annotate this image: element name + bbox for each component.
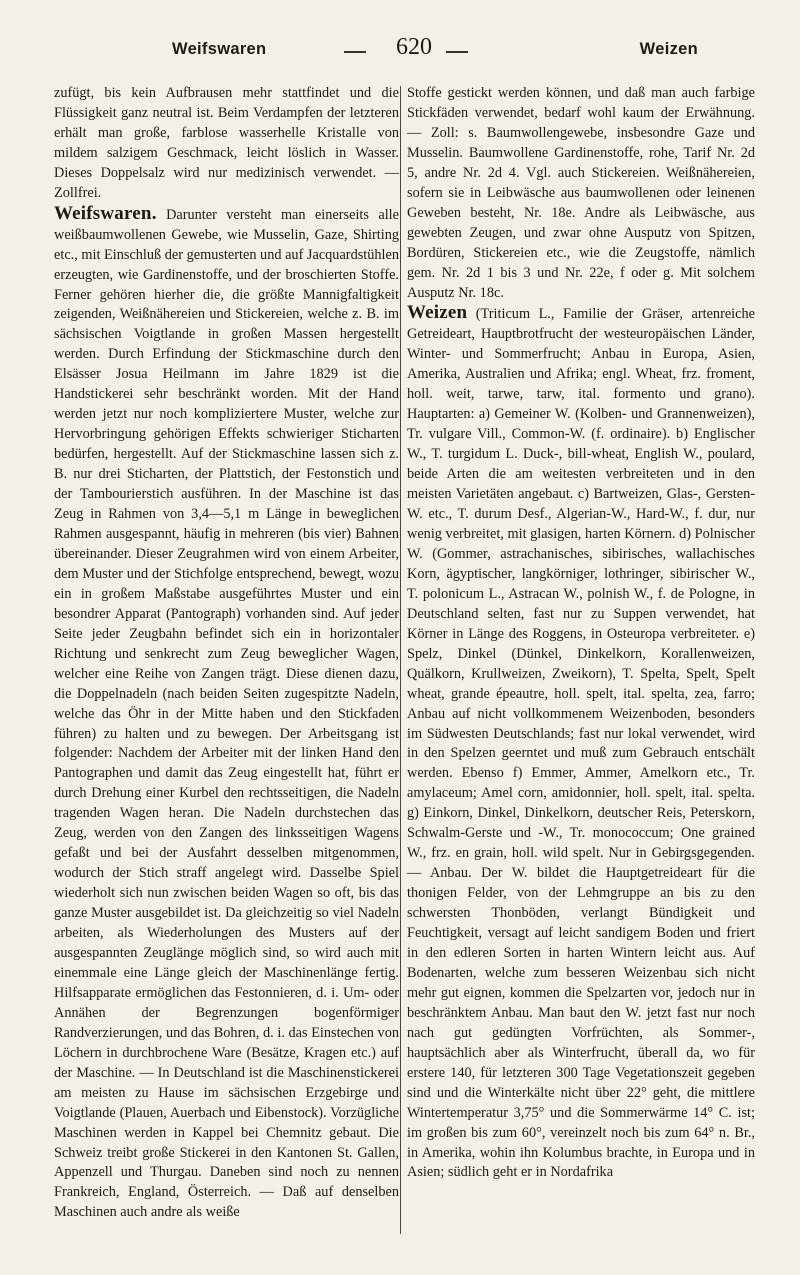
entry-weisswaren bbox=[54, 204, 399, 1224]
right-column bbox=[407, 84, 755, 1183]
entry-text-weisswaren: Darunter versteht man einerseits alle weißbaumwollenen Gewebe, wie Musselin, Gaze, Shirting etc., mit Einschluß der gemusterten und auf Jacquardstühlen erzeugten, wie Gardinenstoffe, und der broschierten Stoffe. Ferner gehören hierher die, die größte Mannigfaltigkeit zeigenden, Weißnähereien und Stickereien, welche z. B. im sächsischen Voigtlande in großen Massen hergestellt werden. Durch Erfindung der Stickmaschine durch den Elsässer Josua Heilmann im Jahre 1829 ist die Handstickerei sehr beschränkt worden. Mit der Hand werden jetzt nur noch kompliziertere Muster, welche zur Hervorbringung gehörigen Effekts schwieriger Sticharten bedürfen, hergestellt. Auf der Stickmaschine lassen sich z. B. nur drei Sticharten, der Plattstich, der Festonstich und der Tambourierstich ausführen. In der Maschine ist das Zeug in Rahmen von 3,4—5,1 m Länge in beweglichen Rahmen ausgespannt, häufig in mehreren (bis vier) Bahnen übereinander. Dieser Zeugrahmen wird von einem Arbeiter, dem Muster und der Stichfolge entsprechend, bewegt, wozu ein in großem Maßstabe ausgeführtes Muster und ein besondrer Apparat (Pantograph) vorhanden sind. Auf jeder Seite jeder Zeugbahn befindet sich ein in horizontaler Richtung und senkrecht zum Zeug beweglicher Wagen, welcher eine Reihe von Zangen trägt. Diese dienen dazu, die Doppelnadeln (nach beiden Seiten zugespitzte Nadeln, welche das Öhr in der Mitte haben und den Stickfaden führen) zu halten und zu bewegen. Der Arbeitsgang ist folgender: Nachdem der Arbeiter mit der linken Hand den Pantographen und damit das Zeug eingestellt hat, führt er durch Drehung einer Kurbel den rechtsseitigen, die Nadeln tragenden Wagen heran. Die Nadeln durchstechen das Zeug, werden von den Zangen des linksseitigen Wagens gefaßt und bei der Ausfahrt desselben mitgenommen, wodurch der Stich straff angelegt wird. Dasselbe Spiel wiederholt sich nun zwischen beiden Wagen so oft, bis das ganze Muster ausgebildet ist. Da gleichzeitig so viel Nadeln arbeiten, als Wiederholungen des Musters auf der ausgespannten Zeuglänge möglich sind, so wird auch mit einemmale eine Länge gleich der Maschinenlänge fertig. Hilfsapparate ermöglichen das Festonnieren, d. i. Um- oder Annähen der Begrenzungen bogenförmiger Randverzierungen, und das Bohren, d. i. das Einstechen von Löchern in durchbrochene Ware (Besätze, Kragen etc.) auf der Maschine. — In Deutschland ist die Maschinenstickerei am meisten zu Hause im sächsischen Erzgebirge und Voigtlande (Plauen, Auerbach und Eibenstock). Vorzügliche Maschinen werden in Kappel bei Chemnitz gebaut. Die Schweiz treibt große Stickerei in den Kantonen St. Gallen, Appenzell und Thurgau. Daneben sind noch zu nennen Frankreich, England, Österreich. — Daß auf denselben Maschinen auch andre als weiße bbox=[54, 206, 400, 1221]
entry-text-weizen: (Triticum L., Familie der Gräser, artenreiche Getreideart, Hauptbrotfrucht der westeuropäischen Länder, Winter- und Sommerfrucht; Anbau in Europa, Asien, Amerika, Australien und Afrika; engl. Wheat, frz. froment, holl. weit, tarwe, tarw, ital. formento und grano). Hauptarten: a) Gemeiner W. (Kolben- und Grannenweizen), Tr. vulgare Vill., Common-W. (f. ordinaire). b) Englischer W., T. turgidum L. Duck-, bill-wheat, English W., poulard, beide Arten die am weitesten verbreiteten und in den meisten Varietäten angebaut. c) Bartweizen, Glas-, Gersten-W. etc., T. durum Desf., Algerian-W., Hard-W., f. dur, nur wenig verbreitet, mit glasigen, harten Körnern. d) Polnischer W. (Gommer, astrachanisches, sibirisches, wallachisches Korn, ägyptischer, langkörniger, lothringer, sibirischer W., T. polonicum L., Astracan W., polnish W., f. de Pologne, in Deutschland selten, fast nur zu Suppen verwendet, hat Körner in Länge des Roggens, in Osteuropa verbreiteter. e) Spelz, Dinkel (Dünkel, Dinkelkorn, Korallenweizen, Quälkorn, Krullweizen, Zweikorn), T. Spelta, Spelt, Spelt wheat, grande épeautre, holl. spelt, ital. spelta, zea, farro; Anbau auf nicht vollkommenem Weizenboden, besonders im Südwesten Deutschlands; fast nur lokal verwendet, wird in den Spelzen geerntet und muß zum Gebrauch entschält werden. Ebenso f) Emmer, Ammer, Amelkorn etc., Tr. amylaceum; Amel corn, amidonnier, holl. spelt, ital. spelta. g) Einkorn, Dinkel, Dinkelkorn, deutscher Reis, Peterskorn, Schwalm-Gerste und -W., Tr. monococcum; One grained W., frz. en grain, holl. wild spelt. Nur in Gebirgsgegenden. — Anbau. Der W. bildet die Hauptgetreideart für die thonigen Felder, von der Lehmgruppe an bis zu den schwersten Thonböden, verlangt Bündigkeit und Feuchtigkeit, versagt auf leicht sandigem Boden und friert in den edleren Sorten in harten Wintern leicht aus. Auf Bodenarten, welche zum besseren Weizenbau sich nicht mehr gut eignen, kommen die Spelzarten vor, jedoch nur in beschränktem Anbau. Man baut den W. jetzt fast nur noch nach gut gedüngten Vorfrüchten, als Sommer-, hauptsächlich aber als Winterfrucht, überall da, wo für erstere 140, für letzteren 300 Tage Vegetationszeit gegeben sind und die Winterkälte nicht über 22° geht, die mittlere Wintertemperatur 3,75° und die Sommerwärme 14° C. ist; im großen bis zum 60°, vereinzelt noch bis zum 64° n. Br., in Amerika, wohin ihn Kolumbus brachte, in Europa und in Asien; südlich geht er in Nordafrika bbox=[407, 306, 755, 1181]
left-column bbox=[54, 84, 399, 1223]
page-header bbox=[54, 34, 754, 64]
entry-weizen bbox=[407, 303, 755, 1183]
running-head-right: Weizen bbox=[639, 40, 698, 58]
column-divider bbox=[400, 86, 401, 1234]
entry-headword-weizen: Weizen bbox=[407, 302, 468, 324]
header-dash-right bbox=[446, 51, 468, 53]
paragraph-continuation: zufügt, bis kein Aufbrausen mehr stattfindet und die Flüssigkeit ganz neutral ist. Beim Verdampfen der letzteren erhält man große, farblose wasserhelle Kristalle von mildem salzigem Geschmack, leicht löslich in Wasser. Dieses Doppelsalz wird nur medizinisch verwendet. — Zollfrei. bbox=[54, 85, 399, 201]
running-head-left: Weifswaren bbox=[172, 40, 267, 58]
entry-headword-weisswaren: Weifswaren. bbox=[54, 202, 157, 224]
paragraph-continuation-right: Stoffe gestickt werden können, und daß man auch farbige Stickfäden verwendet, bedarf wohl kaum der Erwähnung. — Zoll: s. Baumwollengewebe, insbesondre Gaze und Musselin. Baumwollene Gardinenstoffe, rohe, Tarif Nr. 2d 5, andre Nr. 2d 4. Vgl. auch Stickereien. Weißnähereien, sofern sie in Leibwäsche aus baumwollenen oder leinenen Geweben besteht, Nr. 18e. Andre als Leibwäsche, aus gewebten Zeugen, und zwar ohne Ausputz von Spitzen, Bordüren, Stickereien etc., wie die Zeugstoffe, nämlich gem. Nr. 2d 1 bis 3 und Nr. 22e, f oder g. Mit solchem Ausputz Nr. 18c. bbox=[407, 85, 755, 301]
page-number: 620 bbox=[396, 34, 432, 60]
